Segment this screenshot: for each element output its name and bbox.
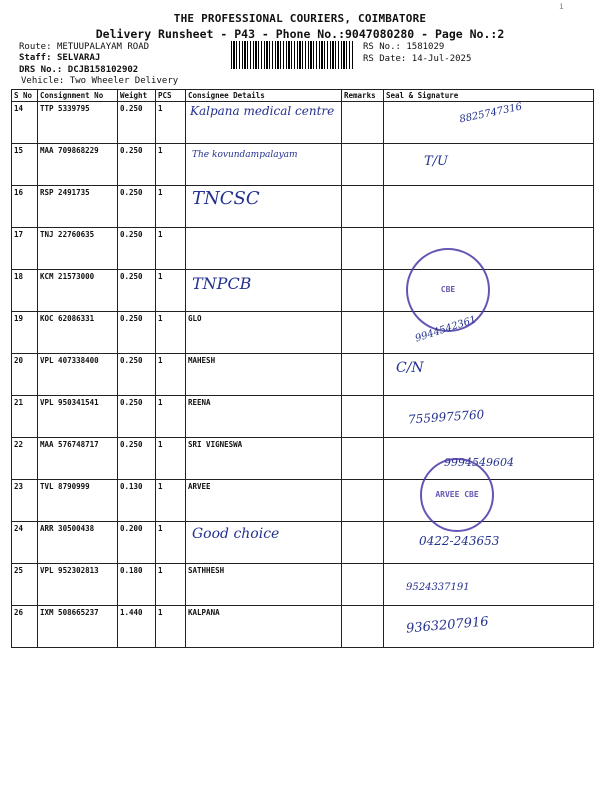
handwritten-consignee: Good choice — [192, 526, 280, 542]
sno-cell: 23 — [12, 480, 38, 522]
col-consignment: Consignment No — [38, 90, 118, 102]
pcs-cell: 1 — [156, 312, 186, 354]
sno-cell: 20 — [12, 354, 38, 396]
remarks-cell — [342, 312, 384, 354]
col-weight: Weight — [118, 90, 156, 102]
runsheet-table — [11, 89, 594, 648]
sno-cell: 24 — [12, 522, 38, 564]
table-row — [12, 102, 594, 144]
col-remarks: Remarks — [342, 90, 384, 102]
company-title: THE PROFESSIONAL COURIERS, COIMBATORE — [173, 12, 427, 25]
consignee-cell — [186, 480, 342, 522]
arvee-seal-stamp: ARVEE CBE — [420, 458, 494, 532]
consignee-cell — [186, 564, 342, 606]
drs-label: DRS No.: — [19, 65, 63, 75]
vehicle-line — [21, 75, 178, 87]
table-row — [12, 480, 594, 522]
consignee-name: KALPANA — [188, 608, 220, 617]
handwritten-signature: 9994549604 — [444, 456, 514, 469]
remarks-cell — [342, 354, 384, 396]
pcs-cell: 1 — [156, 144, 186, 186]
weight-cell: 0.250 — [118, 144, 156, 186]
sno-cell: 22 — [12, 438, 38, 480]
pcs-cell: 1 — [156, 396, 186, 438]
sno-cell: 16 — [12, 186, 38, 228]
handwritten-consignee: TNCSC — [192, 188, 260, 209]
staff-label: Staff: — [19, 53, 52, 63]
consignee-name: GLO — [188, 314, 202, 323]
consignment-cell: KOC 62086331 — [38, 312, 118, 354]
table-row — [12, 522, 594, 564]
handwritten-consignee: The kovundampalayam — [192, 150, 298, 160]
staff-value: SELVARAJ — [56, 53, 101, 63]
signature-cell — [384, 396, 594, 438]
table-header-row — [12, 90, 594, 102]
consignee-cell — [186, 522, 342, 564]
remarks-cell — [342, 438, 384, 480]
pcs-cell: 1 — [156, 606, 186, 648]
consignee-cell — [186, 396, 342, 438]
consignee-name: MAHESH — [188, 356, 216, 365]
pcs-cell: 1 — [156, 522, 186, 564]
signature-cell — [384, 102, 594, 144]
sno-cell: 19 — [12, 312, 38, 354]
weight-cell: 0.250 — [118, 354, 156, 396]
table-row — [12, 186, 594, 228]
consignee-cell — [186, 312, 342, 354]
table-row — [12, 144, 594, 186]
consignment-cell: TNJ 22760635 — [38, 228, 118, 270]
weight-cell: 0.130 — [118, 480, 156, 522]
consignment-cell: VPL 952302813 — [38, 564, 118, 606]
route-label: Route: — [19, 42, 52, 52]
remarks-cell — [342, 144, 384, 186]
consignee-cell — [186, 144, 342, 186]
vehicle-label: Vehicle: — [21, 76, 65, 86]
consignee-name: SRI VIGNESWA — [188, 440, 243, 449]
consignment-cell: IXM 508665237 — [38, 606, 118, 648]
consignee-cell — [186, 228, 342, 270]
consignee-cell — [186, 270, 342, 312]
handwritten-consignee: TNPCB — [192, 274, 252, 293]
remarks-cell — [342, 606, 384, 648]
rs-block — [363, 41, 471, 65]
signature-cell — [384, 564, 594, 606]
consignee-name: ARVEE — [188, 482, 211, 491]
remarks-cell — [342, 564, 384, 606]
table-row — [12, 270, 594, 312]
col-pcs: PCS — [156, 90, 186, 102]
remarks-cell — [342, 186, 384, 228]
signature-cell — [384, 354, 594, 396]
office-seal-stamp: CBE — [406, 248, 490, 332]
vehicle-value: Two Wheeler Delivery — [69, 76, 179, 86]
pcs-cell: 1 — [156, 102, 186, 144]
consignee-cell — [186, 186, 342, 228]
handwritten-signature: 9524337191 — [406, 582, 470, 593]
rs-no-value: 1581029 — [406, 42, 445, 52]
table-row — [12, 564, 594, 606]
weight-cell: 0.180 — [118, 564, 156, 606]
weight-cell: 0.200 — [118, 522, 156, 564]
pcs-cell: 1 — [156, 186, 186, 228]
table-row — [12, 396, 594, 438]
signature-cell — [384, 144, 594, 186]
handwritten-signature: 9944542361 — [413, 314, 478, 345]
weight-cell: 0.250 — [118, 396, 156, 438]
corner-mark: i — [559, 2, 564, 11]
weight-cell: 0.250 — [118, 312, 156, 354]
signature-cell — [384, 480, 594, 522]
signature-cell — [384, 270, 594, 312]
weight-cell: 0.250 — [118, 438, 156, 480]
remarks-cell — [342, 396, 384, 438]
weight-cell: 0.250 — [118, 186, 156, 228]
consignment-cell: MAA 709868229 — [38, 144, 118, 186]
col-signature: Seal & Signature — [384, 90, 594, 102]
consignment-cell: ARR 30500438 — [38, 522, 118, 564]
sno-cell: 18 — [12, 270, 38, 312]
sno-cell: 26 — [12, 606, 38, 648]
remarks-cell — [342, 522, 384, 564]
consignee-name: REENA — [188, 398, 211, 407]
remarks-cell — [342, 270, 384, 312]
signature-cell — [384, 312, 594, 354]
col-consignee: Consignee Details — [186, 90, 342, 102]
rs-no-label: RS No.: — [363, 42, 401, 52]
pcs-cell: 1 — [156, 480, 186, 522]
drs-value: DCJB158102902 — [67, 65, 139, 75]
consignee-cell — [186, 354, 342, 396]
barcode — [231, 41, 353, 69]
weight-cell: 0.250 — [118, 228, 156, 270]
sno-cell: 25 — [12, 564, 38, 606]
sno-cell: 17 — [12, 228, 38, 270]
consignment-cell: RSP 2491735 — [38, 186, 118, 228]
sno-cell: 14 — [12, 102, 38, 144]
remarks-cell — [342, 228, 384, 270]
handwritten-signature: C/N — [396, 360, 424, 376]
consignee-cell — [186, 102, 342, 144]
table-row — [12, 438, 594, 480]
handwritten-signature: 0422-243653 — [419, 534, 500, 548]
consignment-cell: KCM 21573000 — [38, 270, 118, 312]
signature-cell — [384, 522, 594, 564]
runsheet-subtitle: Delivery Runsheet - P43 - Phone No.:9047080280 - Page No.:2 — [95, 27, 505, 41]
consignment-cell: TTP 5339795 — [38, 102, 118, 144]
pcs-cell: 1 — [156, 354, 186, 396]
remarks-cell — [342, 480, 384, 522]
consignment-cell: MAA 576748717 — [38, 438, 118, 480]
handwritten-signature: 7559975760 — [407, 407, 485, 427]
sno-cell: 21 — [12, 396, 38, 438]
handwritten-signature: 8825747316 — [458, 101, 524, 126]
route-value: METUUPALAYAM ROAD — [56, 42, 150, 52]
consignment-cell: VPL 950341541 — [38, 396, 118, 438]
remarks-cell — [342, 102, 384, 144]
pcs-cell: 1 — [156, 228, 186, 270]
consignment-cell: VPL 407338400 — [38, 354, 118, 396]
consignee-cell — [186, 606, 342, 648]
signature-cell — [384, 606, 594, 648]
table-row — [12, 354, 594, 396]
consignment-cell: TVL 8790999 — [38, 480, 118, 522]
sno-cell: 15 — [12, 144, 38, 186]
rs-date-value: 14-Jul-2025 — [411, 54, 472, 64]
col-sno: S No — [12, 90, 38, 102]
handwritten-signature: 9363207916 — [405, 614, 490, 637]
pcs-cell: 1 — [156, 564, 186, 606]
handwritten-signature: T/U — [424, 154, 449, 169]
pcs-cell: 1 — [156, 438, 186, 480]
table-row — [12, 606, 594, 648]
table-row — [12, 312, 594, 354]
staff-line — [19, 52, 100, 64]
signature-cell — [384, 438, 594, 480]
weight-cell: 0.250 — [118, 270, 156, 312]
consignee-cell — [186, 438, 342, 480]
consignee-name: SATHHESH — [188, 566, 225, 575]
pcs-cell: 1 — [156, 270, 186, 312]
rs-date-label: RS Date: — [363, 54, 407, 64]
weight-cell: 0.250 — [118, 102, 156, 144]
weight-cell: 1.440 — [118, 606, 156, 648]
table-row — [12, 228, 594, 270]
handwritten-consignee: Kalpana medical centre — [190, 104, 335, 118]
signature-cell — [384, 186, 594, 228]
